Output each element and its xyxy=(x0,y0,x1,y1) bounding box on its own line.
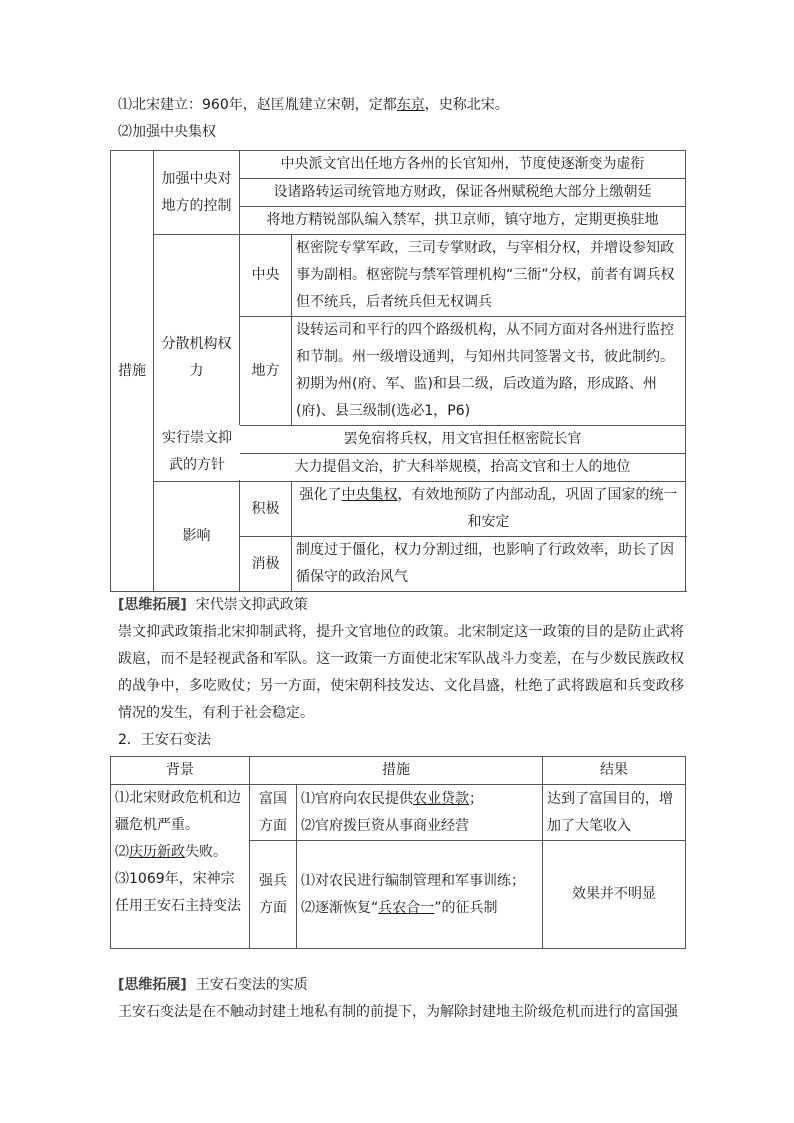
section-3-heading: 2．王安石变法 xyxy=(118,732,211,748)
s1-text-c: ，史称北宋。 xyxy=(424,97,509,113)
rich1-prefix: ⑴官府向农民提供 xyxy=(301,790,413,807)
wang-anshi-reform-table xyxy=(110,756,686,949)
measures-header: 措施 xyxy=(111,151,154,592)
positive-label: 积极 xyxy=(240,482,292,537)
s1-text-a: ⑴北宋建立：960年，赵匡胤建立宋朝，定都 xyxy=(118,97,397,113)
extension-1-label: [思维拓展] xyxy=(118,597,187,613)
local-control-item-2: 设诸路转运司统管地方财政，保证各州赋税绝大部分上缴朝廷 xyxy=(240,179,686,207)
local-text: 设转运司和平行的四个路级机构，从不同方面对各州进行监控和节制。州一级增设通判，与知州共同签署文书，彼此制约。初期为州(府、军、监)和县二级，后改道为路，形成路、州(府)、县三级制(选必1，P6) xyxy=(292,317,686,426)
background-item-1: ⑴北宋财政危机和边疆危机严重。 xyxy=(115,790,241,833)
strong-label: 强兵方面 xyxy=(250,841,297,949)
rich1-underlined: 农业贷款 xyxy=(413,790,469,807)
extension-1-heading xyxy=(118,592,308,619)
header-measures: 措施 xyxy=(250,757,543,785)
section-1-line xyxy=(118,92,509,119)
extension-1-text: 崇文抑武政策指北宋抑制武将，提升文官地位的政策。北宋制定这一政策的目的是防止武将跋扈，而不是轻视武备和军队。这一政策一方面使北宋军队战斗力变差，在与少数民族政权的战争中，多吃败仗；另一方面，使宋朝科技发达、文化昌盛，杜绝了武将跋扈和兵变政移情况的发生，有利于社会稳定。 xyxy=(118,624,684,721)
rich-result: 达到了富国目的，增加了大笔收入 xyxy=(543,785,686,841)
extension-2-title: 王安石变法的实质 xyxy=(195,977,308,993)
central-text: 枢密院专掌军政，三司专掌财政，与宰相分权，并增设参知政事为副相。枢密院与禁军管理机构“三衙”分权，前者有调兵权但不统兵，后者统兵但无权调兵 xyxy=(292,235,686,317)
background-item-3: ⑶1069年，宋神宗任用王安石主持变法 xyxy=(115,871,241,914)
strong2-suffix: ”的征兵制 xyxy=(434,899,498,916)
local-control-item-1: 中央派文官出任地方各州的长官知州，节度使逐渐变为虚衔 xyxy=(240,151,686,179)
strong-measures xyxy=(297,841,543,949)
strong-measure-1: ⑴对农民进行编制管理和军事训练； xyxy=(301,872,525,889)
strong2-underlined: 兵农合一 xyxy=(378,899,435,916)
s1-capital: 东京 xyxy=(396,97,425,113)
civil-item-1: 罢免宿将兵权，用文官担任枢密院长官 xyxy=(240,426,686,454)
extension-2-label: [思维拓展] xyxy=(118,977,187,993)
strong-result: 效果并不明显 xyxy=(543,841,686,949)
extension-1-title: 宋代崇文抑武政策 xyxy=(195,597,308,613)
positive-text-a: 强化了 xyxy=(299,487,342,503)
header-result: 结果 xyxy=(543,757,686,785)
local-label: 地方 xyxy=(240,317,292,426)
section-2-heading: ⑵加强中央集权 xyxy=(118,124,216,140)
rich-measure-2: ⑵官府拨巨资从事商业经营 xyxy=(301,817,469,834)
negative-label: 消极 xyxy=(240,537,292,592)
background-item-2 xyxy=(115,839,245,866)
positive-text-centralization: 中央集权 xyxy=(341,487,398,503)
positive-text-c: ，有效地预防了内部动乱，巩固了国家的统一和安定 xyxy=(397,487,678,530)
disperse-power-label: 分散机构权力 xyxy=(154,235,240,482)
local-control-item-3: 将地方精锐部队编入禁军，拱卫京师，镇守地方，定期更换驻地 xyxy=(240,207,686,235)
strong-measure-2 xyxy=(301,895,538,922)
central-label: 中央 xyxy=(240,235,292,317)
strong2-prefix: ⑵逐渐恢复“ xyxy=(301,899,379,916)
rich-label: 富国方面 xyxy=(250,785,297,841)
civil-label: 实行崇文抑武的方针 xyxy=(154,425,240,480)
civil-item-2: 大力提倡文治，扩大科举规模，抬高文官和士人的地位 xyxy=(240,454,686,482)
bg2-prefix: ⑵ xyxy=(115,844,129,860)
impact-header: 影响 xyxy=(154,482,240,592)
bg2-underlined: 庆历新政 xyxy=(129,844,185,860)
rich-measures xyxy=(297,785,543,841)
negative-text: 制度过于僵化，权力分割过细，也影响了行政效率，助长了因循保守的政治风气 xyxy=(292,537,686,592)
local-control-label: 加强中央对地方的控制 xyxy=(154,151,240,235)
header-background: 背景 xyxy=(111,757,250,785)
extension-2-text: 王安石变法是在不触动封建土地私有制的前提下，为解除封建地主阶级危机而进行的富国强 xyxy=(118,1004,678,1020)
positive-text xyxy=(292,482,686,537)
bg2-suffix: 失败。 xyxy=(185,844,227,860)
background-cell xyxy=(111,785,250,949)
rich-measure-1 xyxy=(301,786,538,813)
rich1-suffix: ； xyxy=(469,790,483,807)
extension-2-heading xyxy=(118,972,308,999)
centralization-table xyxy=(110,150,686,592)
